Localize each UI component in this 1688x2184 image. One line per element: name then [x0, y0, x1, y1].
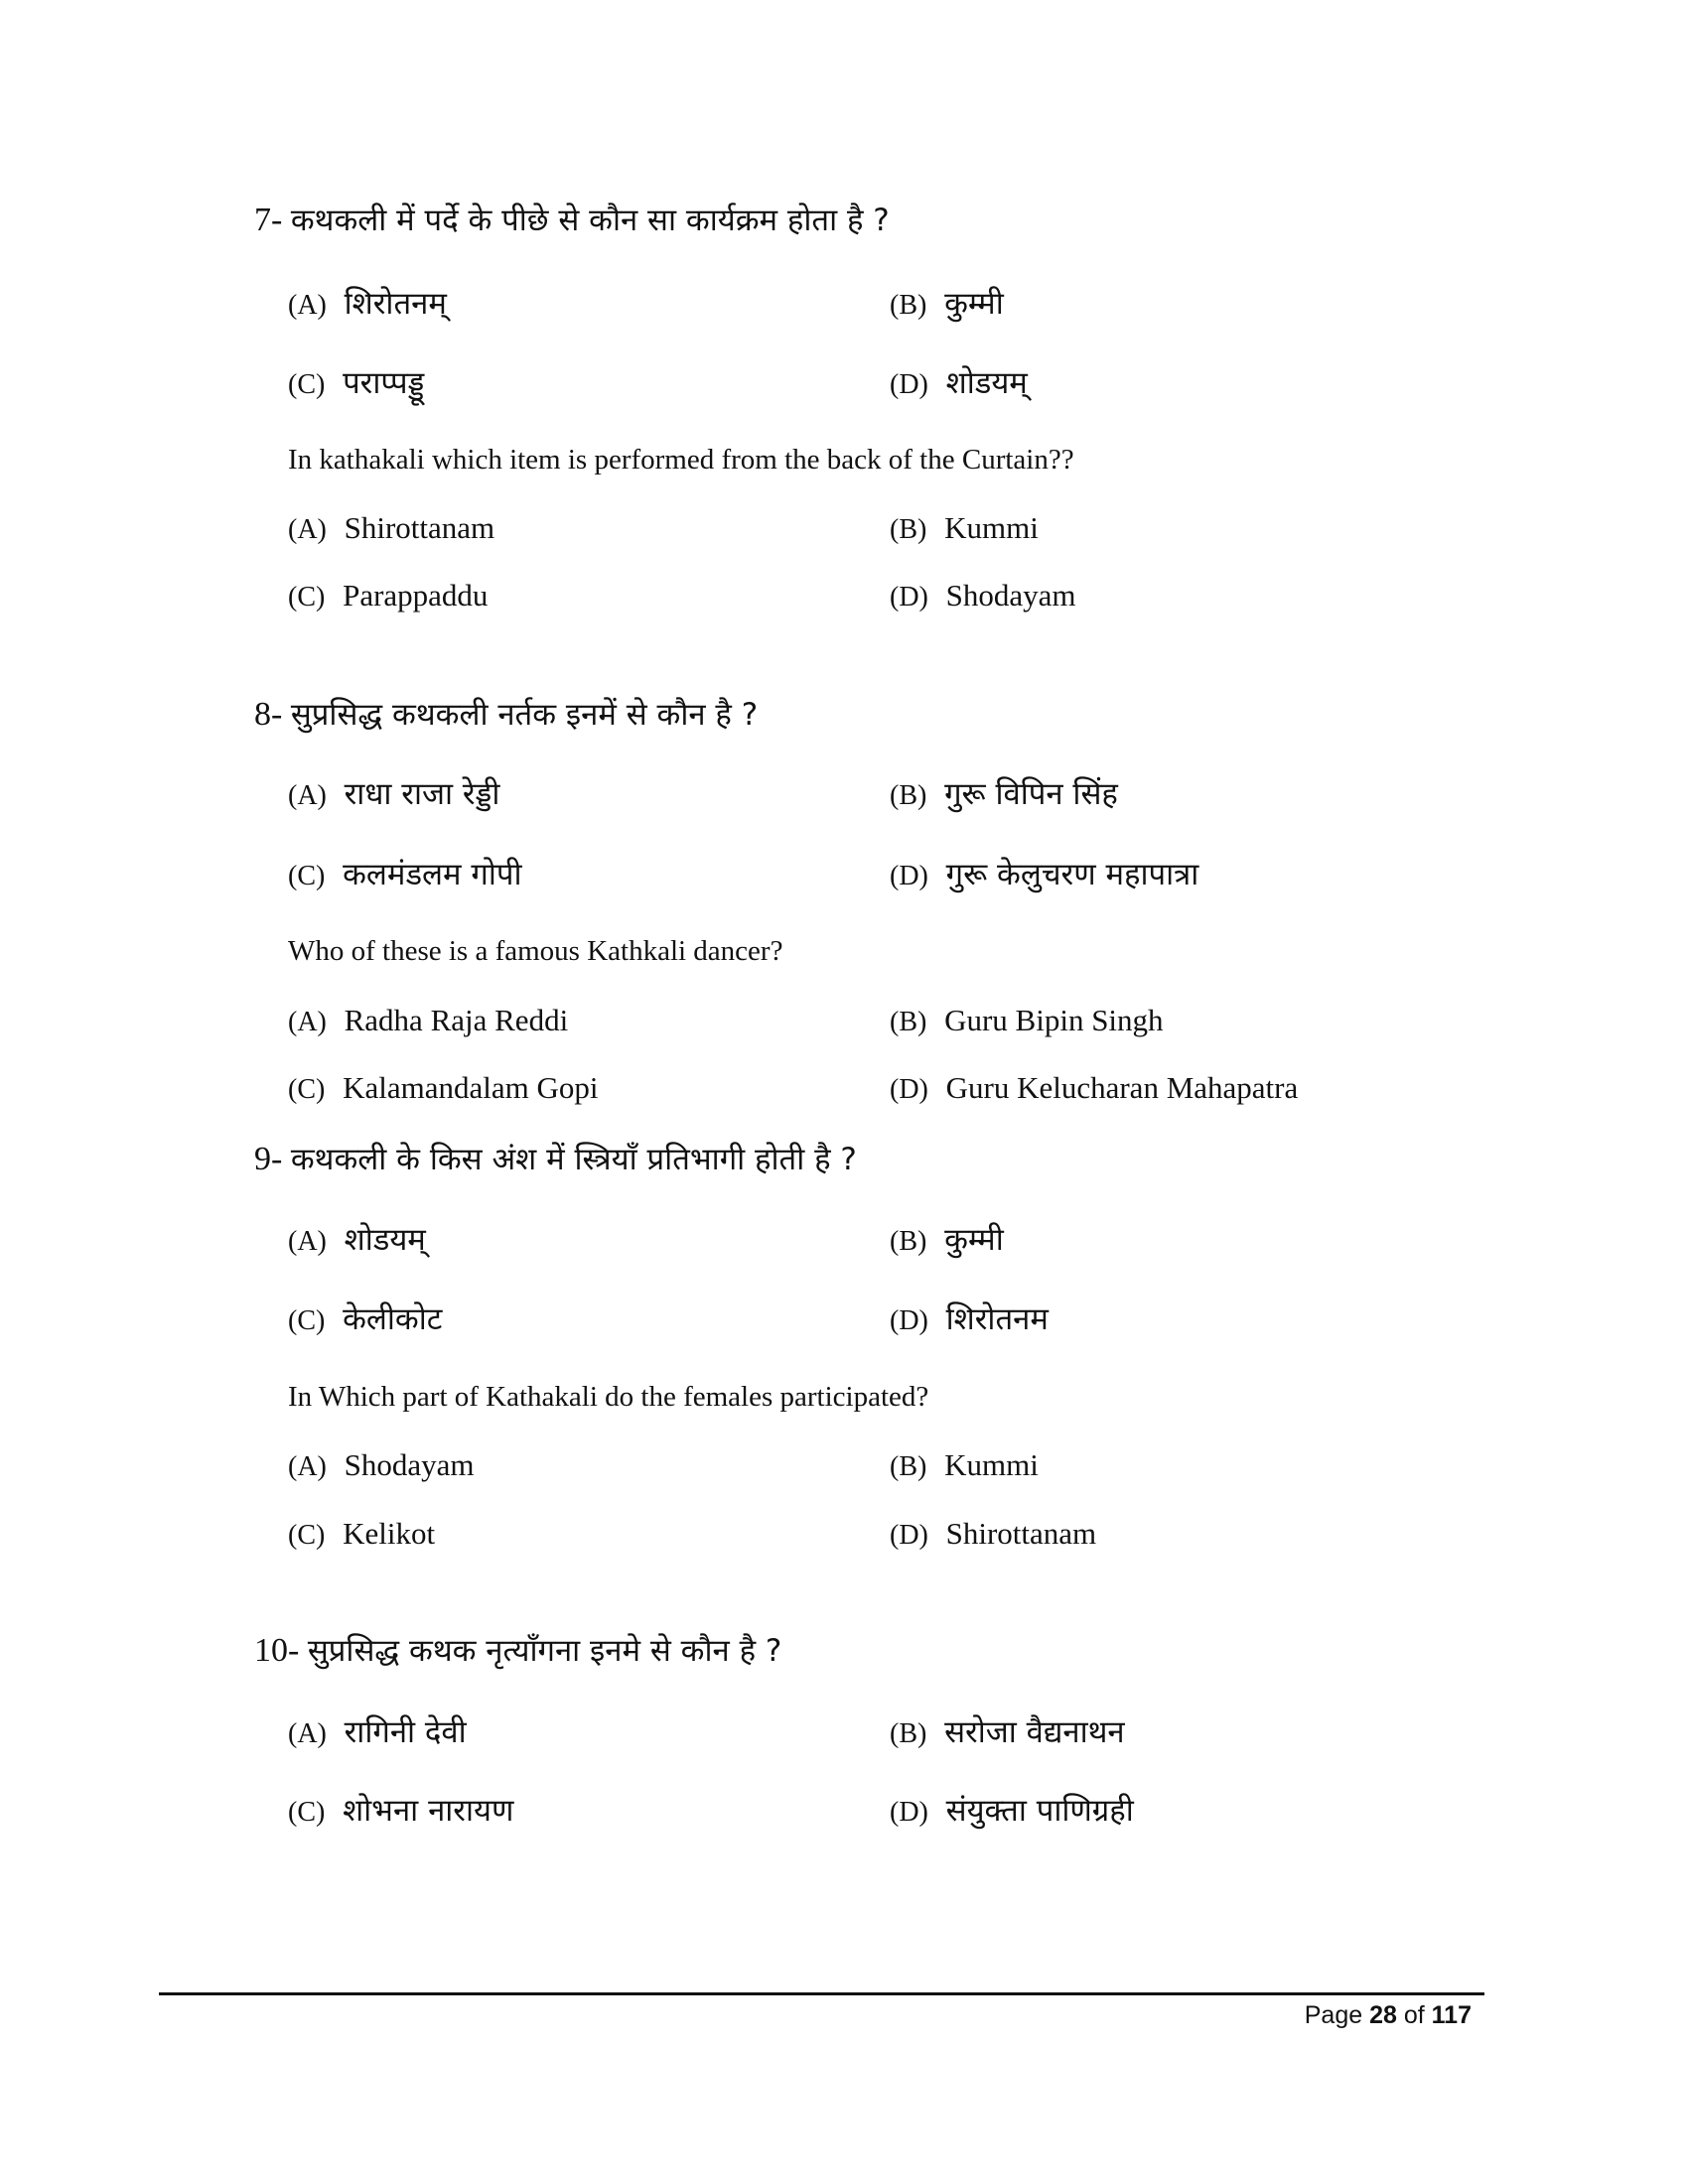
option-label: (A): [288, 1007, 327, 1037]
option-english: [890, 1441, 1039, 1489]
option-english: [890, 1510, 1096, 1558]
question-number: 8-: [254, 696, 283, 733]
option-label: (C): [288, 582, 326, 613]
option-hindi: [890, 1216, 1004, 1264]
option-text: शोडयम्: [344, 1222, 426, 1258]
option-label: (D): [890, 1305, 928, 1336]
option-label: (C): [288, 1305, 326, 1336]
question-number: 10-: [254, 1632, 300, 1669]
option-text: शोभना नारायण: [343, 1793, 514, 1829]
option-label: (D): [890, 861, 928, 891]
question-number: 9-: [254, 1141, 283, 1177]
option-hindi: [288, 1787, 513, 1835]
option-english: [288, 1064, 598, 1112]
option-english: [288, 1441, 475, 1489]
option-hindi: [890, 770, 1118, 818]
page-prefix: Page: [1304, 2001, 1363, 2029]
option-label: (D): [890, 582, 928, 613]
option-english: [288, 504, 494, 552]
option-label: (D): [890, 1797, 928, 1828]
question-english: [288, 927, 782, 975]
option-label: (A): [288, 290, 327, 321]
option-text: Guru Bipin Singh: [944, 1003, 1164, 1037]
option-label: (B): [890, 780, 927, 811]
option-text: शिरोतनम्: [344, 286, 447, 322]
option-text: रागिनी देवी: [344, 1714, 467, 1750]
option-english: [890, 997, 1164, 1044]
option-label: (B): [890, 290, 927, 321]
question-hindi: [254, 197, 890, 244]
question-hindi: [254, 1627, 781, 1675]
question-english: [288, 1373, 928, 1421]
option-text: गुरू केलुचरण महापात्रा: [945, 857, 1199, 892]
option-text: कुम्मी: [944, 286, 1004, 322]
option-hindi: [288, 280, 447, 328]
option-hindi: [890, 359, 1028, 407]
option-label: (C): [288, 1797, 326, 1828]
question-text-hindi: कथकली में पर्दे के पीछे से कौन सा कार्यक्रम होता है ?: [290, 203, 890, 238]
option-hindi: [890, 851, 1198, 898]
option-label: (C): [288, 861, 326, 891]
option-english: [890, 504, 1039, 552]
option-hindi: [288, 1296, 442, 1343]
question-text-english: Who of these is a famous Kathkali dancer?: [288, 935, 783, 967]
option-label: (A): [288, 780, 327, 811]
option-label: (D): [890, 1074, 928, 1105]
option-label: (A): [288, 514, 327, 545]
option-text: शिरोतनम: [945, 1301, 1049, 1337]
option-english: [288, 1510, 435, 1558]
option-text: Kummi: [944, 510, 1039, 545]
option-label: (A): [288, 1718, 327, 1749]
option-english: [288, 572, 488, 619]
option-hindi: [890, 280, 1004, 328]
option-label: (B): [890, 1226, 927, 1257]
option-label: (B): [890, 1007, 927, 1037]
option-text: Shirottanam: [945, 1516, 1097, 1551]
option-english: [890, 572, 1076, 619]
option-label: (B): [890, 1451, 927, 1482]
option-text: Kummi: [944, 1447, 1039, 1482]
question-english: [288, 436, 1074, 483]
option-text: कुम्मी: [944, 1222, 1004, 1258]
question-text-hindi: सुप्रसिद्ध कथकली नर्तक इनमें से कौन है ?: [290, 697, 759, 733]
option-label: (D): [890, 1520, 928, 1551]
option-english: [288, 997, 568, 1044]
option-text: सरोजा वैद्यनाथन: [944, 1714, 1125, 1750]
option-hindi: [288, 851, 522, 898]
option-hindi: [288, 1216, 426, 1264]
question-text-hindi: कथकली के किस अंश में स्त्रियाँ प्रतिभागी होती है ?: [290, 1142, 857, 1177]
option-text: गुरू विपिन सिंह: [944, 776, 1118, 812]
question-hindi: [254, 691, 758, 739]
option-text: Shodayam: [344, 1447, 475, 1482]
option-text: Parappaddu: [343, 578, 489, 613]
option-hindi: [890, 1708, 1125, 1756]
option-label: (C): [288, 1074, 326, 1105]
question-hindi: [254, 1136, 857, 1183]
option-text: Guru Kelucharan Mahapatra: [945, 1070, 1299, 1105]
question-text-hindi: सुप्रसिद्ध कथक नृत्याँगना इनमे से कौन है ?: [307, 1633, 782, 1669]
option-label: (A): [288, 1451, 327, 1482]
option-text: पराप्पड्डू: [343, 365, 425, 401]
question-text-english: In Which part of Kathakali do the females participated?: [288, 1381, 929, 1413]
option-text: Shirottanam: [344, 510, 495, 545]
option-text: Shodayam: [945, 578, 1076, 613]
option-text: केलीकोट: [343, 1301, 443, 1337]
option-label: (B): [890, 1718, 927, 1749]
option-hindi: [890, 1787, 1134, 1835]
option-label: (B): [890, 514, 927, 545]
option-hindi: [288, 1708, 467, 1756]
page-of: of: [1403, 2001, 1425, 2029]
option-english: [890, 1064, 1298, 1112]
question-number: 7-: [254, 202, 283, 238]
total-pages: 117: [1431, 2001, 1472, 2029]
footer-divider: [159, 1992, 1484, 1995]
page-number: [1305, 2001, 1472, 2030]
option-text: शोडयम्: [945, 365, 1028, 401]
option-label: (A): [288, 1226, 327, 1257]
option-label: (C): [288, 369, 326, 400]
question-text-english: In kathakali which item is performed from the back of the Curtain??: [288, 444, 1074, 476]
option-text: राधा राजा रेड्डी: [344, 776, 500, 812]
option-text: Radha Raja Reddi: [344, 1003, 569, 1037]
option-text: Kelikot: [343, 1516, 436, 1551]
option-text: संयुक्ता पाणिग्रही: [945, 1793, 1134, 1829]
option-hindi: [288, 359, 424, 407]
option-hindi: [288, 770, 499, 818]
option-label: (D): [890, 369, 928, 400]
option-text: Kalamandalam Gopi: [343, 1070, 599, 1105]
option-hindi: [890, 1296, 1049, 1343]
current-page: 28: [1369, 2001, 1397, 2029]
option-text: कलमंडलम गोपी: [343, 857, 522, 892]
option-label: (C): [288, 1520, 326, 1551]
